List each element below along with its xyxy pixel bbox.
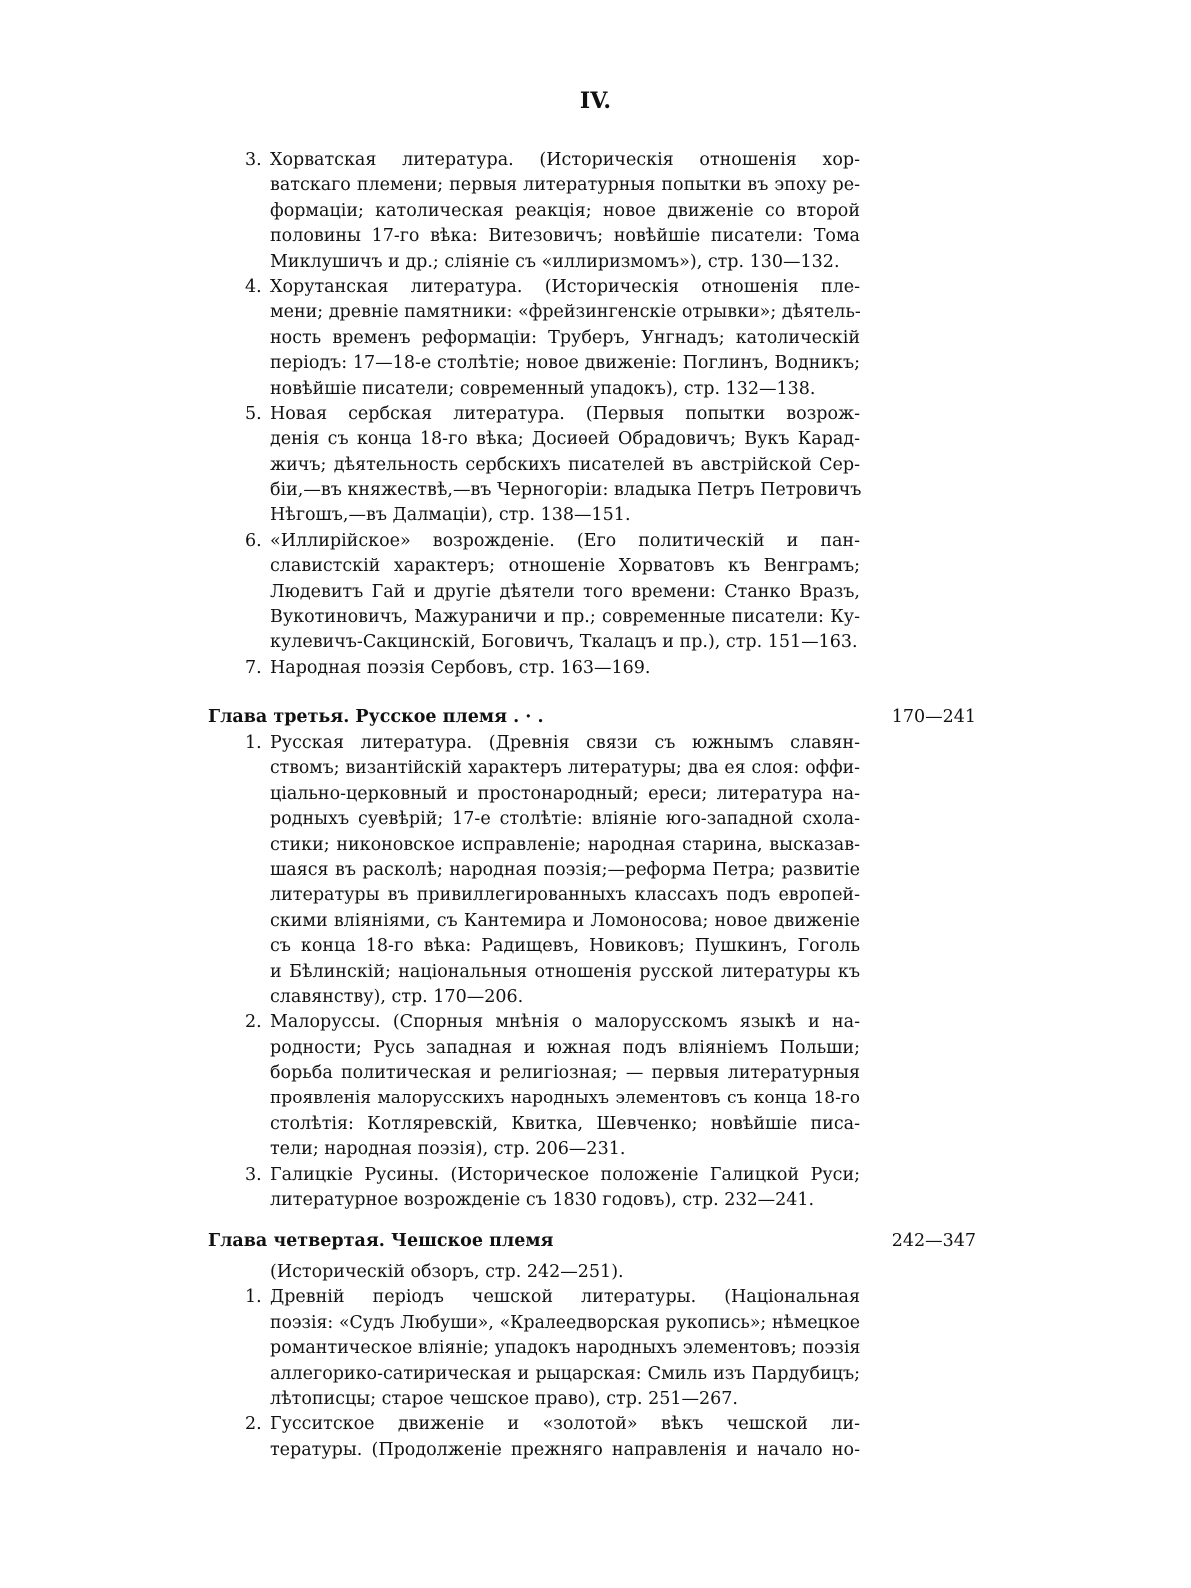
entry-line: шаяся въ расколѣ; народная поэзія;—реформа Петра; развитіе (270, 859, 860, 880)
entry-line: скими вліяніями, съ Кантемира и Ломоносова; новое движеніе (270, 910, 860, 931)
chapter4-entries (245, 1260, 860, 1463)
entry-line: столѣтія: Котляревскій, Квитка, Шевченко; новѣйшіе писа- (270, 1113, 860, 1134)
entry-number: 5. (245, 403, 262, 424)
chapter3-entries (245, 731, 860, 1213)
toc-entry (245, 1010, 860, 1162)
entry-line: родности; Русь западная и южная подъ вліяніемъ Польши; (270, 1037, 860, 1058)
entry-line: аллегорико-сатирическая и рыцарская: Смиль изъ Пардубицъ; (270, 1363, 860, 1384)
entry-line: Древній періодъ чешской литературы. (Національная (270, 1287, 860, 1308)
entry-line: Нѣгошъ,—въ Далмаціи), стр. 138—151. (270, 505, 631, 526)
entry-number: 3. (245, 1164, 262, 1185)
toc-entry (245, 402, 860, 529)
toc-entry (245, 529, 860, 656)
entry-number: 2. (245, 1414, 262, 1435)
entry-line: Русская литература. (Древнія связи съ южнымъ славян- (270, 733, 860, 753)
entry-line: проявленія малорусскихъ народныхъ элементовъ съ конца 18-го (270, 1088, 860, 1109)
entry-line: лѣтописцы; старое чешское право), стр. 251—267. (270, 1388, 738, 1409)
entry-line: романтическое вліяніе; упадокъ народныхъ элементовъ; поэзія (270, 1338, 861, 1359)
entry-line: тературы. (Продолженіе прежняго направленія и начало но- (270, 1439, 860, 1460)
entry-line: поэзія: «Судъ Любуши», «Кралеедворская рукопись»; нѣмецкое (270, 1312, 860, 1333)
entry-line: мени; древніе памятники: «фрейзингенскіе отрывки»; дѣятель- (270, 302, 861, 323)
entry-line: борьба политическая и религіозная; — первыя литературныя (270, 1063, 860, 1084)
toc-entry (245, 656, 860, 681)
entry-line: ствомъ; византійскій характеръ литературы; два ея слоя: оффи- (270, 758, 860, 779)
entry-line: новѣйшіе писатели; современный упадокъ), стр. 132—138. (270, 378, 816, 399)
entry-line: стики; никоновское исправленіе; народная старина, высказав- (270, 834, 860, 855)
entry-line: литературное возрожденіе съ 1830 годовъ), стр. 232—241. (270, 1190, 815, 1211)
entry-line: кулевичъ-Сакцинскій, Боговичъ, Ткалацъ и пр.), стр. 151—163. (270, 632, 858, 653)
entry-number: 6. (245, 530, 262, 551)
entry-line: съ конца 18-го вѣка: Радищевъ, Новиковъ; Пушкинъ, Гоголь (270, 936, 860, 957)
entry-line: Галицкіе Русины. (Историческое положеніе Галицкой Руси; (270, 1164, 860, 1185)
entry-line: половины 17-го вѣка: Витезовичъ; новѣйшіе писатели: Тома (270, 226, 860, 247)
entry-number: 4. (245, 276, 262, 297)
entry-number: 1. (245, 733, 262, 753)
entry-line: формаціи; католическая реакція; новое движеніе со второй (270, 200, 860, 221)
chapter-heading (208, 1228, 976, 1254)
toc-entry (245, 1412, 860, 1463)
entry-line: Гусситское движеніе и «золотой» вѣкъ чешской ли- (270, 1414, 860, 1435)
entry-line: Народная поэзія Сербовъ, стр. 163—169. (270, 657, 651, 678)
chapter-heading (208, 704, 976, 730)
entry-line: Миклушичъ и др.; сліяніе съ «иллиризмомъ»), стр. 130—132. (270, 251, 840, 272)
chapter-title: Глава третья. Русское племя . · . (208, 707, 544, 727)
entry-line: денія съ конца 18-го вѣка; Досиѳей Обрадовичъ; Вукъ Карад- (270, 429, 860, 450)
entry-line: «Иллирійское» возрожденіе. (Его политическій и пан- (270, 530, 860, 551)
section-south-slavic-entries (245, 148, 860, 681)
entry-line: Новая сербская литература. (Первыя попытки возрож- (270, 403, 860, 424)
entry-line: славянству), стр. 170—206. (270, 986, 524, 1007)
entry-line: ватскаго племени; первыя литературныя попытки въ эпоху ре- (270, 175, 860, 196)
page-number: IV. (579, 88, 612, 114)
entry-number: 7. (245, 657, 262, 678)
toc-entry (245, 148, 860, 275)
entry-line: ціально-церковный и простонародный; ереси; литература на- (270, 783, 860, 804)
chapter-intro (245, 1260, 860, 1285)
entry-line: Вукотиновичъ, Мажураничи и пр.; современные писатели: Ку- (270, 607, 860, 628)
entry-line: жичъ; дѣятельность сербскихъ писателей въ австрійской Сер- (270, 454, 860, 475)
entry-line: періодъ: 17—18-е столѣтіе; новое движеніе: Поглинъ, Водникъ; (270, 353, 860, 374)
toc-entry (245, 1285, 860, 1412)
entry-line: біи,—въ княжествѣ,—въ Черногоріи: владыка Петръ Петровичъ (270, 480, 862, 501)
entry-line: родныхъ суевѣрій; 17-е столѣтіе: вліяніе юго-западной схола- (270, 809, 860, 830)
entry-line: ность временъ реформаціи: Труберъ, Унгнадъ; католическій (270, 327, 860, 348)
entry-number: 1. (245, 1287, 262, 1308)
chapter-page-range: 170—241 (891, 707, 976, 727)
entry-line: тели; народная поэзія), стр. 206—231. (270, 1139, 626, 1160)
entry-line: Хорватская литература. (Историческія отношенія хор- (270, 150, 860, 170)
entry-number: 3. (245, 150, 262, 170)
entry-line: Людевитъ Гай и другіе дѣятели того времени: Станко Вразъ, (270, 581, 860, 602)
entry-line: литературы въ привиллегированныхъ классахъ подъ европей- (270, 885, 860, 906)
chapter-title: Глава четвертая. Чешское племя (208, 1231, 554, 1251)
toc-entry (245, 731, 860, 1010)
entry-number: 2. (245, 1012, 262, 1033)
intro-line: (Историческій обзоръ, стр. 242—251). (270, 1262, 624, 1282)
toc-entry (245, 1163, 860, 1214)
entry-line: и Бѣлинскій; національныя отношенія русской литературы къ (270, 961, 860, 982)
toc-entry (245, 275, 860, 402)
entry-line: Хорутанская литература. (Историческія отношенія пле- (270, 276, 860, 297)
entry-line: Малоруссы. (Спорныя мнѣнія о малорусскомъ языкѣ и на- (270, 1012, 860, 1033)
chapter-page-range: 242—347 (891, 1231, 976, 1251)
entry-line: славистскій характеръ; отношеніе Хорватовъ къ Венграмъ; (270, 556, 860, 577)
